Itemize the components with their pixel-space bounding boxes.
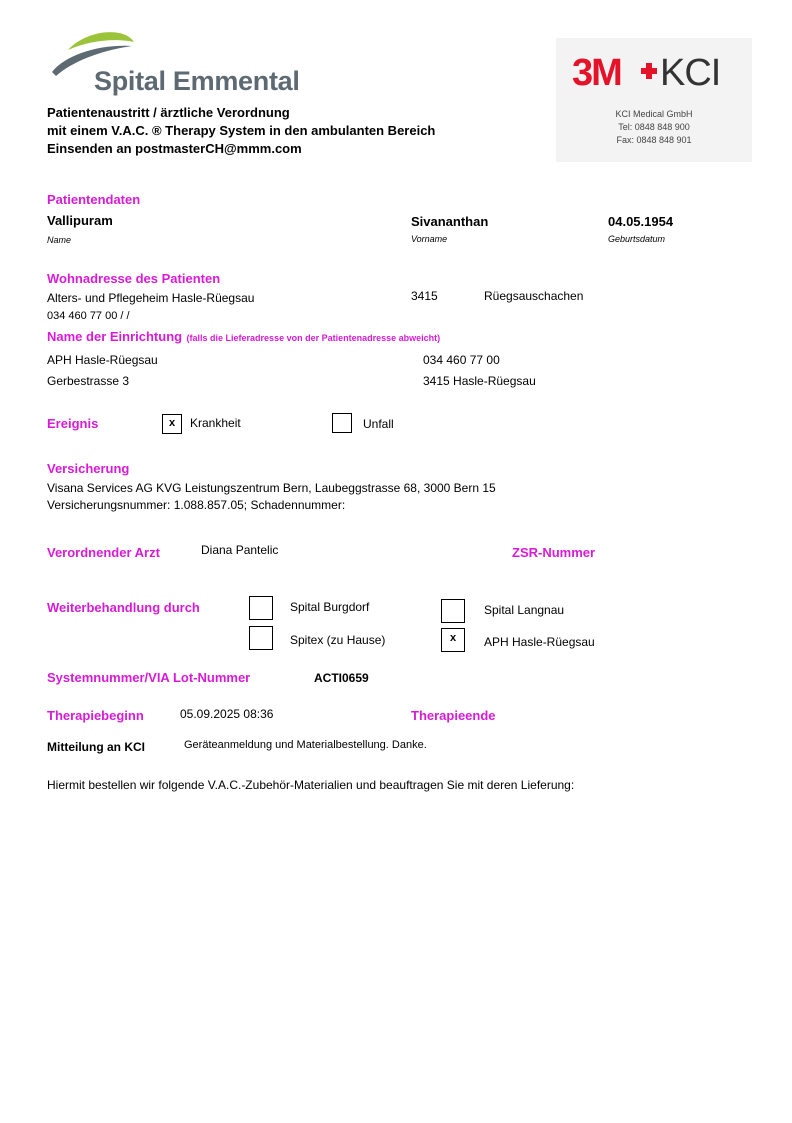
system-number-value: ACTI0659: [314, 671, 369, 685]
brand-3m: 3M: [572, 52, 621, 94]
insurance-line-1: Visana Services AG KVG Leistungszentrum Bern, Laubeggstrasse 68, 3000 Bern 15: [47, 481, 496, 495]
brand-kci: KCI: [660, 52, 721, 94]
kci-fax: Fax: 0848 848 901: [616, 135, 692, 145]
section-patient: Patientendaten: [47, 192, 141, 207]
section-doctor: Verordnender Arzt: [47, 545, 160, 560]
institution-street: Gerbestrasse 3: [47, 374, 130, 388]
address-city: Rüegsauschachen: [484, 289, 584, 303]
institution-phone: 034 460 77 00: [423, 353, 500, 367]
zsr-label: ZSR-Nummer: [512, 545, 596, 560]
therapy-end-label: Therapieende: [411, 708, 496, 723]
patient-name: Vallipuram: [47, 213, 113, 228]
address-phone: 034 460 77 00 / /: [47, 310, 130, 322]
spitex-checkbox[interactable]: [249, 626, 273, 650]
section-address: Wohnadresse des Patienten: [47, 271, 221, 286]
krankheit-label: Krankheit: [190, 416, 241, 430]
therapy-start-label: Therapiebeginn: [47, 708, 144, 723]
kci-company: KCI Medical GmbH: [615, 109, 693, 119]
address-street: Alters- und Pflegeheim Hasle-Rüegsau: [47, 291, 255, 305]
address-zip: 3415: [411, 289, 438, 303]
patient-birthdate: 04.05.1954: [608, 214, 674, 229]
system-number-label: Systemnummer/VIA Lot-Nummer: [47, 670, 251, 685]
patient-vorname-label: Vorname: [411, 234, 448, 244]
spital-langnau-label: Spital Langnau: [484, 603, 565, 617]
institution-note: (falls die Lieferadresse von der Patientenadresse abweicht): [186, 333, 441, 343]
patient-birthdate-label: Geburtsdatum: [608, 234, 666, 244]
aph-hasle-checkbox[interactable]: x: [441, 628, 465, 652]
insurance-line-2: Versicherungsnummer: 1.088.857.05; Schadennummer:: [47, 498, 346, 512]
section-insurance: Versicherung: [47, 461, 130, 476]
patient-name-label: Name: [47, 235, 72, 245]
message-text: Geräteanmeldung und Materialbestellung. Danke.: [184, 739, 427, 751]
spitex-label: Spitex (zu Hause): [290, 633, 386, 647]
header-line-3: Einsenden an postmasterCH@mmm.com: [47, 141, 302, 156]
message-label: Mitteilung an KCI: [47, 740, 145, 754]
aph-hasle-label: APH Hasle-Rüegsau: [484, 635, 595, 649]
section-institution: [47, 328, 440, 346]
section-event: Ereignis: [47, 416, 99, 431]
therapy-start-value: 05.09.2025 08:36: [180, 707, 274, 721]
institution-city: 3415 Hasle-Rüegsau: [423, 374, 536, 388]
institution-title: Name der Einrichtung: [47, 329, 183, 344]
header-line-2: mit einem V.A.C. ® Therapy System in den ambulanten Bereich: [47, 123, 436, 138]
institution-name: APH Hasle-Rüegsau: [47, 353, 158, 367]
kci-tel: Tel: 0848 848 900: [618, 122, 690, 132]
kci-logo: [556, 38, 752, 162]
plus-cross-icon: [640, 62, 658, 80]
hospital-name: Spital Emmental: [94, 66, 300, 96]
krankheit-checkbox[interactable]: x: [162, 414, 182, 434]
spital-langnau-checkbox[interactable]: [441, 599, 465, 623]
header-line-1: Patientenaustritt / ärztliche Verordnung: [47, 105, 290, 120]
patient-vorname: Sivananthan: [411, 214, 489, 229]
doctor-name: Diana Pantelic: [201, 543, 279, 557]
spital-emmental-logo: [46, 28, 318, 100]
order-text: Hiermit bestellen wir folgende V.A.C.-Zubehör-Materialien und beauftragen Sie mit deren Lieferung:: [47, 778, 575, 792]
unfall-checkbox[interactable]: [332, 413, 352, 433]
spital-burgdorf-checkbox[interactable]: [249, 596, 273, 620]
section-followup: Weiterbehandlung durch: [47, 600, 200, 615]
unfall-label: Unfall: [363, 417, 394, 431]
spital-burgdorf-label: Spital Burgdorf: [290, 600, 370, 614]
